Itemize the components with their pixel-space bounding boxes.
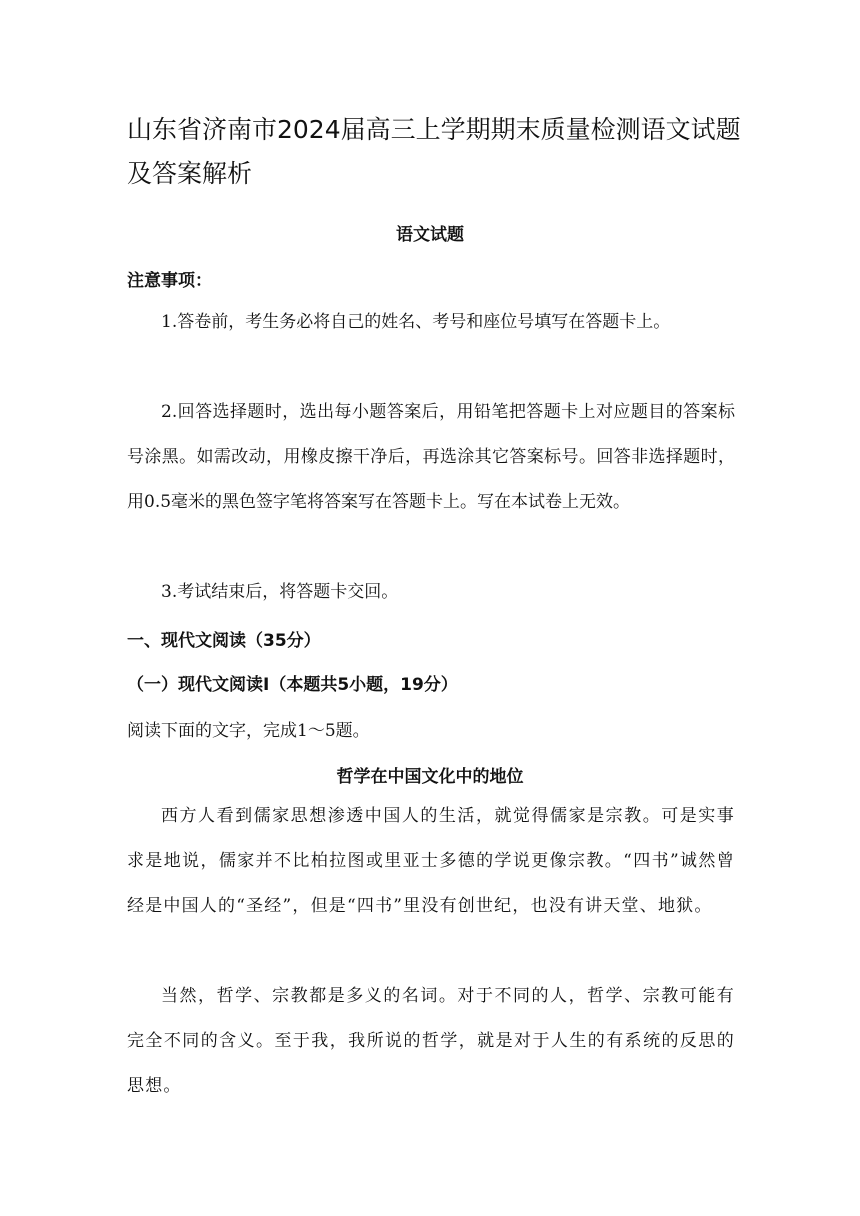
reading-instruction: 阅读下面的文字，完成1～5题。 (127, 721, 370, 741)
exam-title: 语文试题 (396, 225, 464, 245)
document-title: 山东省济南市2024届高三上学期期末质量检测语文试题及答案解析 (127, 115, 741, 188)
notice-item-2: 2.回答选择题时，选出每小题答案后，用铅笔把答题卡上对应题目的答案标号涂黑。如需改动，用橡皮擦干净后，再选涂其它答案标号。回答非选择题时，用0.5毫米的黑色签字笔将答案写在答题卡上。写在本试卷上无效。 (127, 402, 735, 512)
article-paragraph-1: 西方人看到儒家思想渗透中国人的生活，就觉得儒家是宗教。可是实事求是地说，儒家并不比柏拉图或里亚士多德的学说更像宗教。“四书”诚然曾经是中国人的“圣经”，但是“四书”里没有创世纪，也没有讲天堂、地狱。 (127, 806, 735, 916)
notice-heading: 注意事项： (127, 271, 212, 291)
notice-item-3: 3.考试结束后，将答题卡交回。 (161, 582, 399, 602)
article-paragraph-2: 当然，哲学、宗教都是多义的名词。对于不同的人，哲学、宗教可能有完全不同的含义。至于我，我所说的哲学，就是对于人生的有系统的反思的思想。 (127, 986, 735, 1096)
article-title: 哲学在中国文化中的地位 (336, 767, 524, 787)
notice-item-1: 1.答卷前，考生务必将自己的姓名、考号和座位号填写在答题卡上。 (161, 312, 671, 332)
subsection-heading: （一）现代文阅读Ⅰ（本题共5小题，19分） (127, 675, 458, 695)
section-heading: 一、现代文阅读（35分） (127, 631, 321, 651)
